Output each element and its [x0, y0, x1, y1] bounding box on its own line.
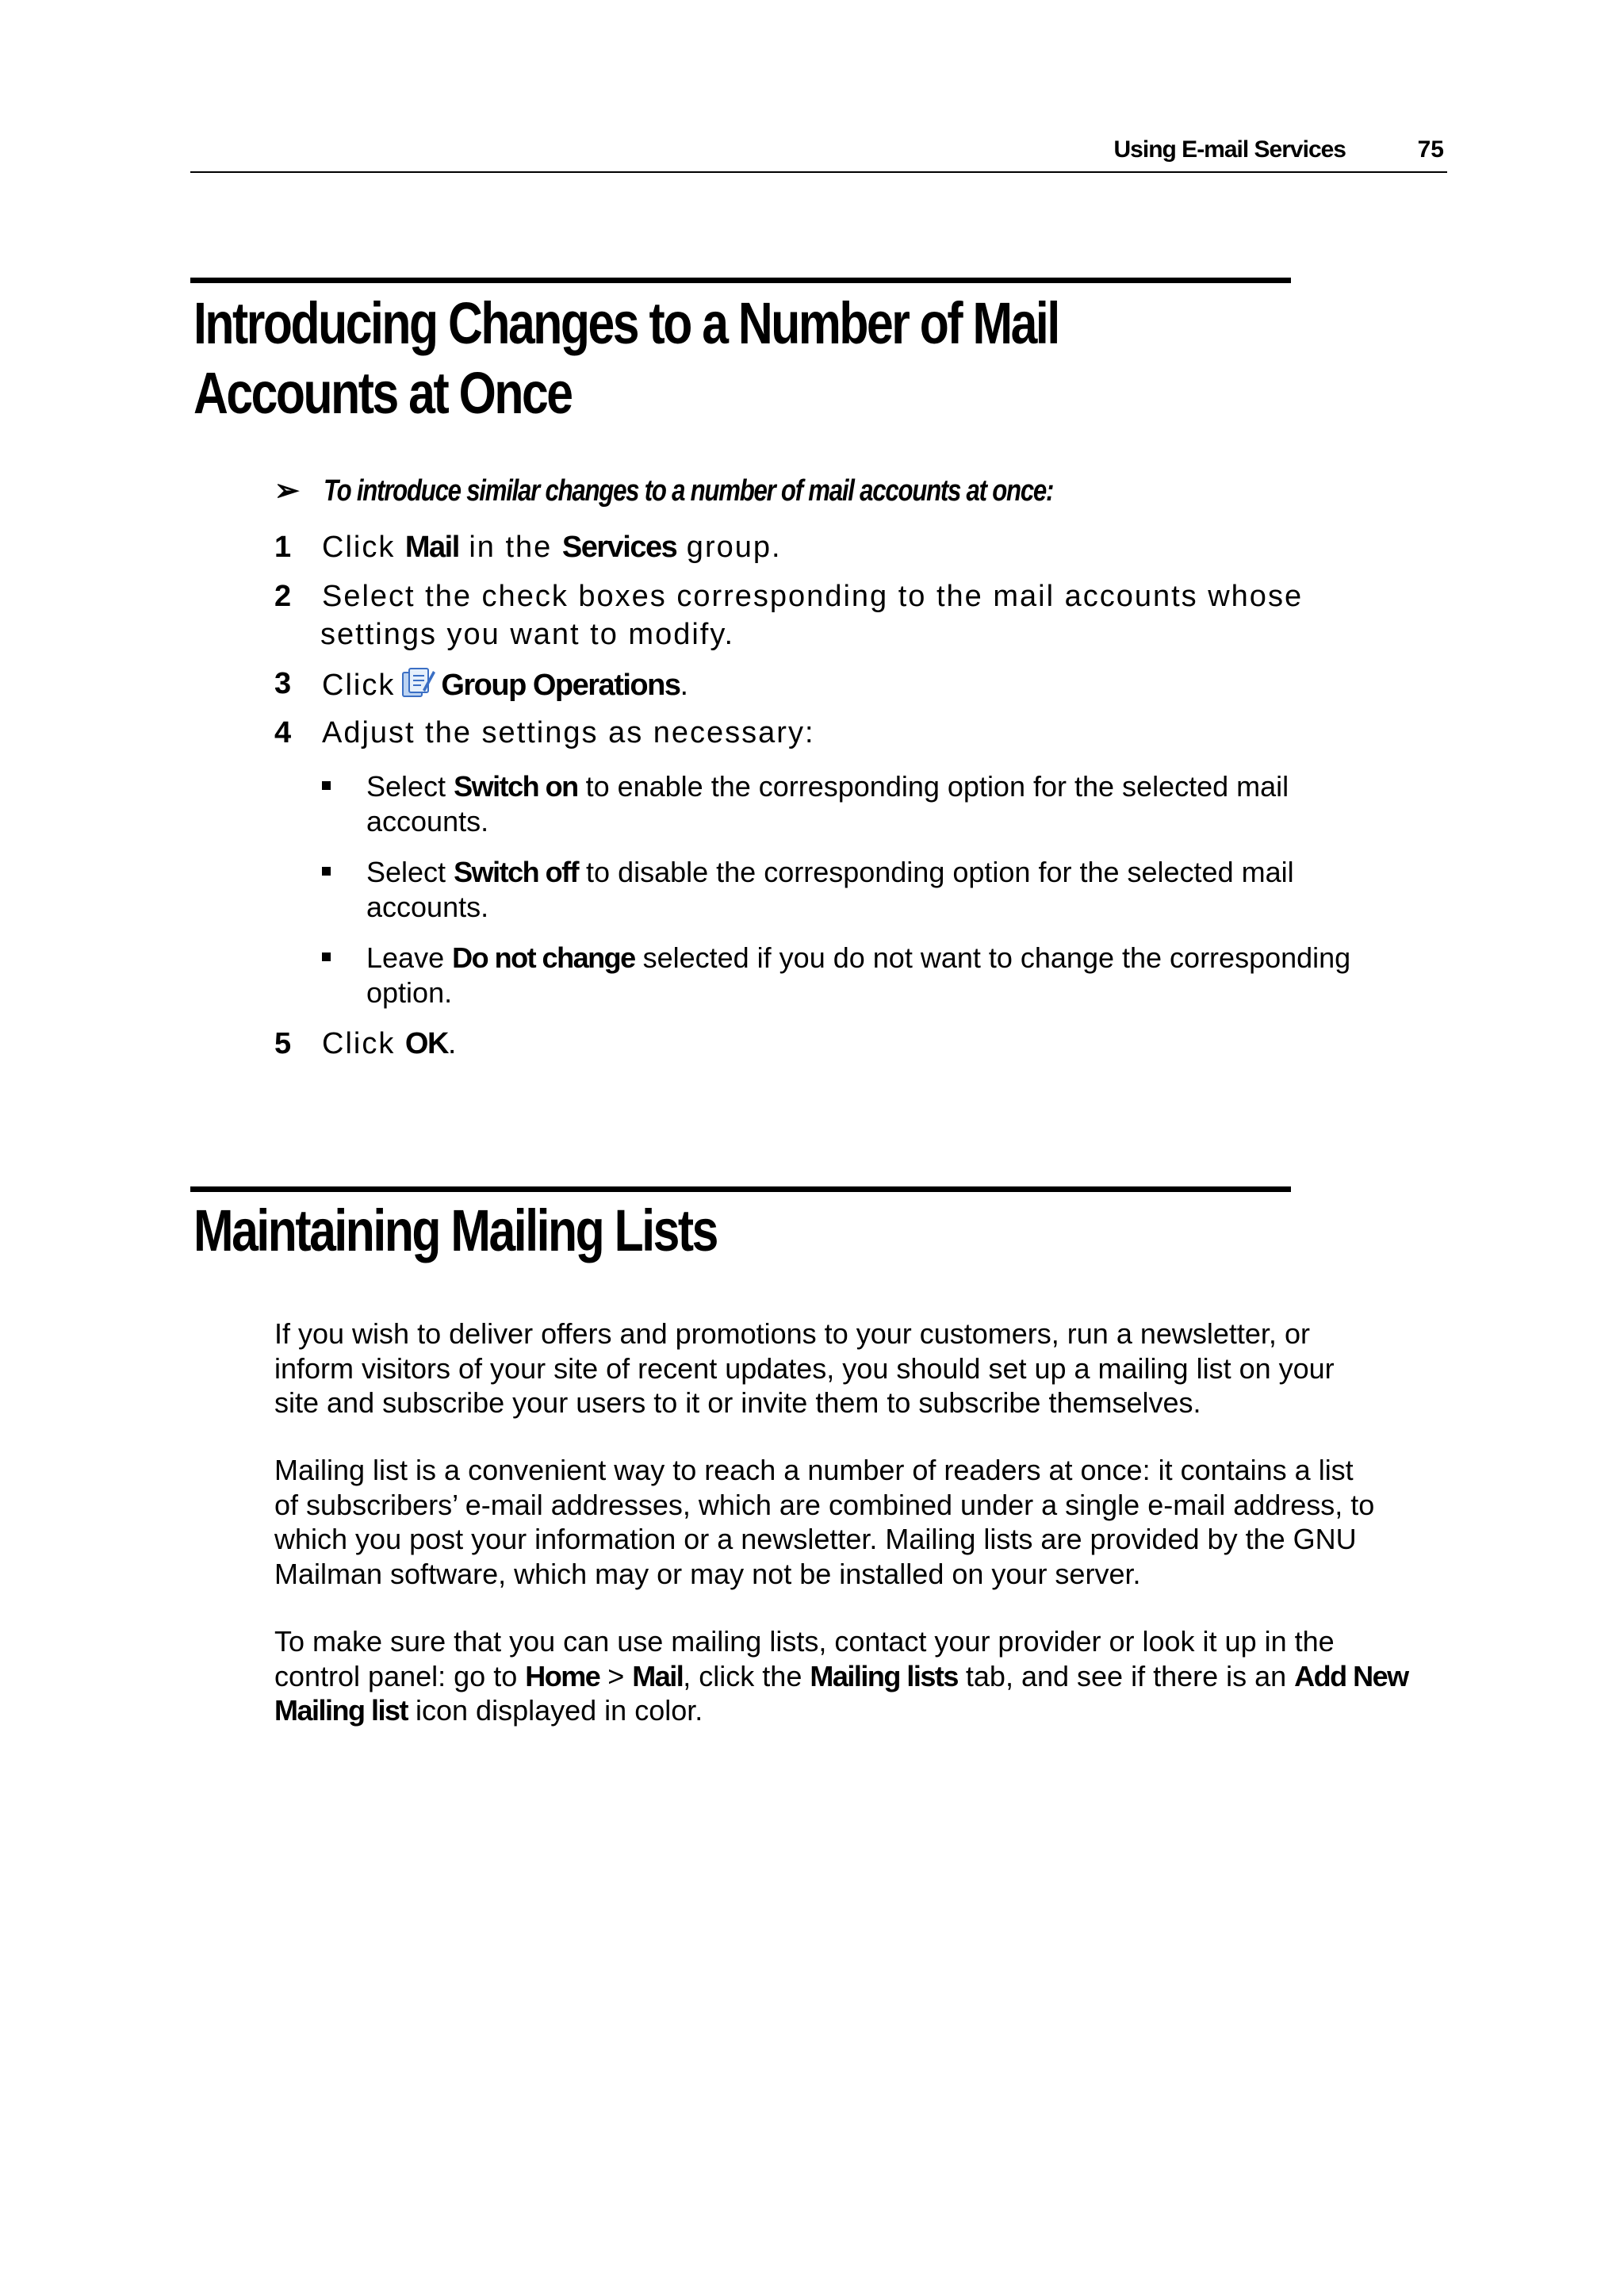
- procedure-intro: [274, 473, 1213, 508]
- paragraph: To make sure that you can use mailing lists, contact your provider or look it up in the control panel: go to Home > Mail, click the Mailing lists tab, and see if there is an Add New Mailing list icon displayed in color.: [274, 1625, 1408, 1727]
- running-header: [190, 136, 1447, 173]
- ui-term: Services: [561, 531, 677, 564]
- ui-term: Switch off: [454, 856, 579, 888]
- step-text: Adjust the settings as necessary:: [322, 716, 815, 749]
- step-item: [274, 528, 782, 566]
- ui-term: Mailing lists: [810, 1659, 958, 1692]
- running-header-title: Using E-mail Services: [1113, 136, 1346, 163]
- bullet-text: accounts.: [366, 805, 489, 838]
- bullet-item: [322, 769, 1289, 839]
- section-rule: [190, 278, 1291, 283]
- step-item: [274, 714, 815, 752]
- ui-term: Add New: [1294, 1659, 1408, 1692]
- step-text: Click Mail in the Services group.: [322, 531, 782, 564]
- group-operations-icon: [401, 665, 436, 700]
- square-bullet-icon: [322, 953, 331, 961]
- step-text: settings you want to modify.: [320, 618, 735, 651]
- bullet-item: [322, 941, 1350, 1010]
- step-text: Click Group Operations.: [274, 665, 690, 704]
- bullet-text: Select Switch on to enable the corresponding option for the selected mail: [366, 770, 1289, 803]
- step-number: 4: [274, 716, 292, 749]
- step-number: 1: [274, 531, 292, 564]
- step-item: [274, 665, 690, 704]
- square-bullet-icon: [322, 867, 331, 876]
- bullet-text: option.: [366, 976, 453, 1009]
- bullet-item: [322, 855, 1294, 925]
- step-number: 5: [274, 1027, 292, 1060]
- bullet-text: Leave Do not change selected if you do not want to change the corresponding: [366, 941, 1351, 974]
- step-text: Click OK.: [322, 1027, 458, 1060]
- page-number: 75: [1417, 136, 1444, 163]
- ui-term: Mailing list: [274, 1694, 408, 1727]
- step-number: 3: [274, 667, 292, 700]
- section-heading: [193, 1196, 832, 1266]
- ui-term: Do not change: [452, 941, 635, 974]
- section-rule: [190, 1186, 1291, 1192]
- ui-term: Group Operations: [441, 669, 680, 702]
- paragraph: Mailing list is a convenient way to reach a number of readers at once: it contains a list of subscribers’ e-mail addresses, which are combined under a single e-mail address, to which you post your information or a newsletter. Mailing lists are provided by the GNU Mailman software, which may or may not be installed on your server.: [274, 1454, 1375, 1590]
- ui-term: Mail: [404, 531, 459, 564]
- bullet-text: Select Switch off to disable the corresponding option for the selected mail: [366, 856, 1294, 888]
- step-item: [274, 1025, 458, 1063]
- ui-term: Switch on: [454, 770, 578, 803]
- paragraph: If you wish to deliver offers and promotions to your customers, run a newsletter, or inform visitors of your site of recent updates, you should set up a mailing list on your site and subscribe your users to it or invite them to subscribe themselves.: [274, 1317, 1335, 1419]
- ui-term: Home: [525, 1659, 600, 1692]
- heading-line: Accounts at Once: [193, 360, 572, 426]
- heading-line: Introducing Changes to a Number of Mail: [193, 290, 1059, 356]
- square-bullet-icon: [322, 781, 331, 790]
- procedure-intro-text: To introduce similar changes to a number of mail accounts at once:: [324, 474, 1054, 508]
- step-text: Select the check boxes corresponding to the mail accounts whose: [322, 580, 1304, 613]
- section-heading: [193, 289, 1248, 428]
- bullet-text: accounts.: [366, 891, 489, 923]
- arrow-bullet-icon: ➢: [274, 474, 299, 508]
- ui-term: Mail: [632, 1659, 684, 1692]
- heading-line: Maintaining Mailing Lists: [193, 1198, 717, 1263]
- step-item: [274, 577, 1303, 654]
- step-number: 2: [274, 580, 292, 613]
- ui-term: OK: [404, 1027, 448, 1060]
